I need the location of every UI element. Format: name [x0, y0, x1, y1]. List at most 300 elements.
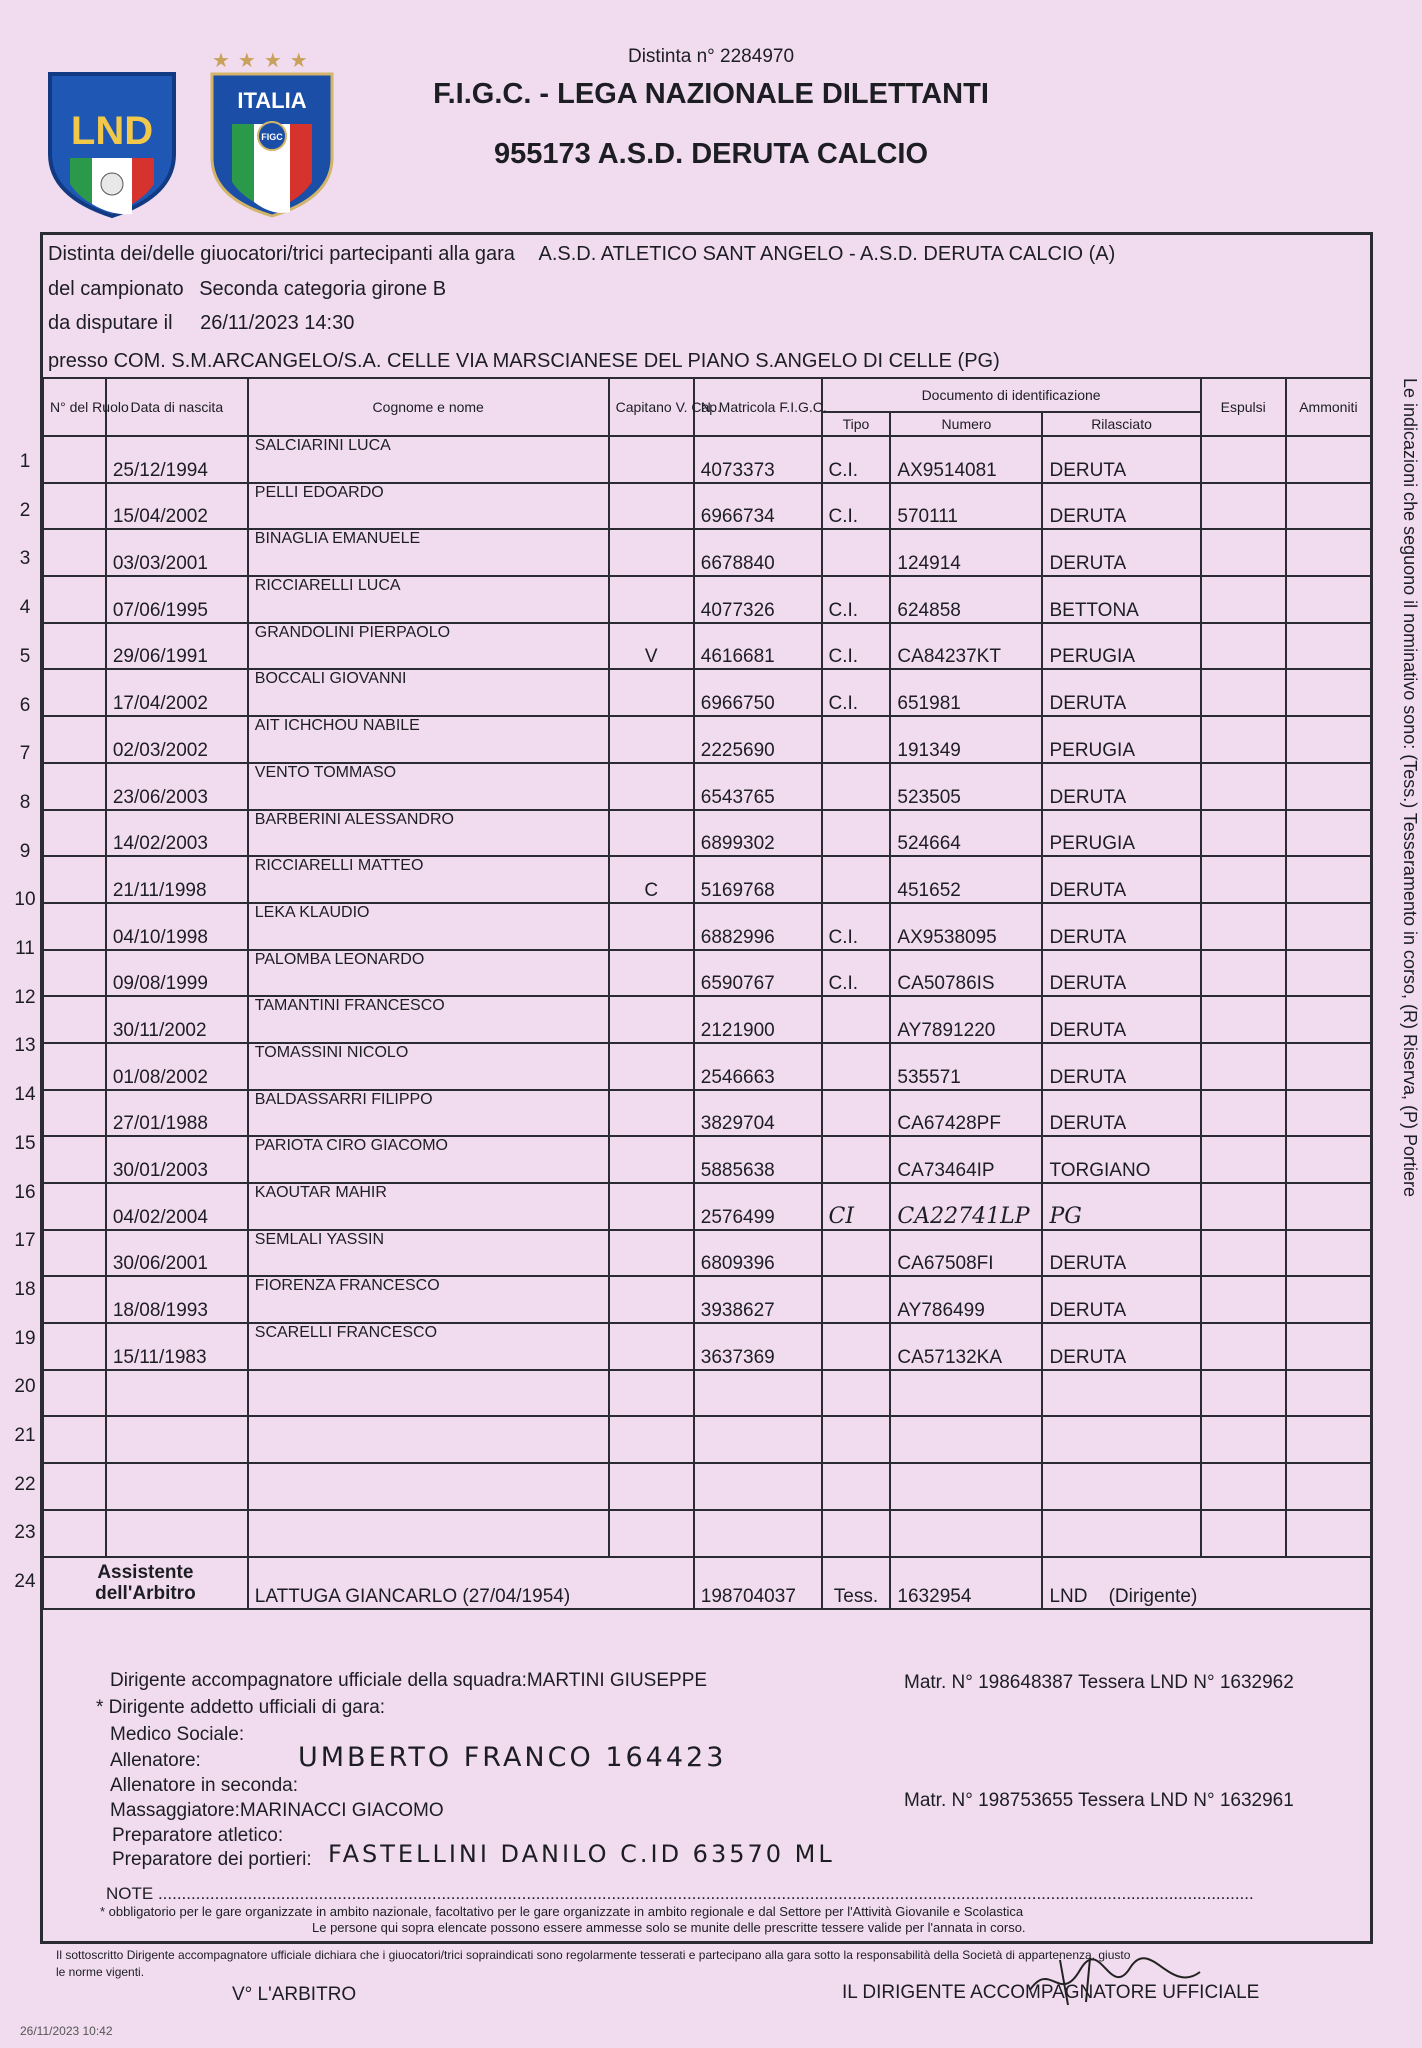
- player-espulsi-cell: [1201, 1370, 1286, 1417]
- player-doc-type: C.I.: [822, 903, 891, 950]
- player-matricola: 4616681: [694, 623, 822, 670]
- player-espulsi-cell: [1201, 1510, 1286, 1557]
- player-doc-issuer: [1042, 1416, 1200, 1463]
- player-row: [43, 436, 1371, 483]
- player-espulsi-cell: [1201, 623, 1286, 670]
- player-ammoniti-cell: [1286, 810, 1371, 857]
- player-ruolo-cell: [43, 1463, 106, 1510]
- player-doc-issuer: PERUGIA: [1042, 623, 1200, 670]
- player-captain: [609, 996, 694, 1043]
- player-doc-issuer: DERUTA: [1042, 436, 1200, 483]
- player-doc-issuer: DERUTA: [1042, 529, 1200, 576]
- player-doc-type: C.I.: [822, 483, 891, 530]
- footer-timestamp: 26/11/2023 10:42: [20, 2024, 113, 2038]
- allenatore-label: Allenatore:: [110, 1750, 201, 1771]
- player-matricola: 3637369: [694, 1323, 822, 1370]
- player-doc-number: 535571: [890, 1043, 1042, 1090]
- player-ammoniti-cell: [1286, 1230, 1371, 1277]
- player-ammoniti-cell: [1286, 903, 1371, 950]
- player-ruolo-cell: [43, 436, 106, 483]
- player-ammoniti-cell: [1286, 1136, 1371, 1183]
- player-espulsi-cell: [1201, 763, 1286, 810]
- lnd-logo-text: LND: [70, 109, 154, 153]
- preparatore-portieri: Preparatore dei portieri:: [112, 1849, 312, 1870]
- col-ruolo: N° del Ruolo: [43, 378, 106, 436]
- row-number: 3: [19, 548, 31, 570]
- player-ruolo-cell: [43, 903, 106, 950]
- player-matricola: 2576499: [694, 1183, 822, 1230]
- player-doc-issuer: [1042, 1510, 1200, 1557]
- player-doc-issuer: BETTONA: [1042, 576, 1200, 623]
- player-doc-issuer: DERUTA: [1042, 856, 1200, 903]
- player-row: [43, 1183, 1371, 1230]
- figc-text: FIGC: [261, 132, 283, 142]
- player-row: [43, 1323, 1371, 1370]
- dirigente-matricola: Matr. N° 198648387 Tessera LND N° 1632962: [904, 1672, 1294, 1693]
- dirigente-gara: * Dirigente addetto ufficiali di gara:: [96, 1697, 386, 1718]
- player-matricola: [694, 1463, 822, 1510]
- player-birthdate: 30/11/2002: [106, 996, 248, 1043]
- player-ruolo-cell: [43, 1090, 106, 1137]
- player-espulsi-cell: [1201, 1276, 1286, 1323]
- player-ruolo-cell: [43, 950, 106, 997]
- player-doc-number: 124914: [890, 529, 1042, 576]
- player-matricola: 3829704: [694, 1090, 822, 1137]
- player-doc-issuer: PG: [1042, 1183, 1200, 1230]
- row-number: 19: [14, 1327, 36, 1349]
- player-espulsi-cell: [1201, 669, 1286, 716]
- row-number: 15: [14, 1132, 36, 1154]
- player-name: GRANDOLINI PIERPAOLO: [248, 623, 609, 670]
- player-espulsi-cell: [1201, 856, 1286, 903]
- player-doc-type: CI: [822, 1183, 891, 1230]
- player-espulsi-cell: [1201, 810, 1286, 857]
- player-name: RICCIARELLI LUCA: [248, 576, 609, 623]
- player-name: SEMLALI YASSIN: [248, 1230, 609, 1277]
- medico-sociale: Medico Sociale:: [110, 1724, 245, 1745]
- player-matricola: 6966750: [694, 669, 822, 716]
- notes-line1: * obbligatorio per le gare organizzate in ambito nazionale, facoltativo per le gare organizzate in ambito regionale e dal Settore per l'Attività Giovanile e Scolastica: [100, 1904, 1024, 1919]
- row-number: 21: [14, 1425, 36, 1446]
- declaration-line2: le norme vigenti.: [56, 1965, 145, 1979]
- player-birthdate: 02/03/2002: [106, 716, 248, 763]
- player-espulsi-cell: [1201, 1230, 1286, 1277]
- col-nome: Cognome e nome: [248, 378, 609, 436]
- player-matricola: [694, 1510, 822, 1557]
- player-doc-type: [822, 716, 891, 763]
- player-doc-type: [822, 996, 891, 1043]
- player-ammoniti-cell: [1286, 1416, 1371, 1463]
- player-birthdate: 03/03/2001: [106, 529, 248, 576]
- player-ammoniti-cell: [1286, 1276, 1371, 1323]
- player-birthdate: 04/10/1998: [106, 903, 248, 950]
- player-captain: [609, 483, 694, 530]
- player-doc-number: CA57132KA: [890, 1323, 1042, 1370]
- player-ammoniti-cell: [1286, 950, 1371, 997]
- player-birthdate: [106, 1370, 248, 1417]
- player-ruolo-cell: [43, 716, 106, 763]
- player-captain: [609, 1136, 694, 1183]
- lnd-logo: [44, 66, 180, 218]
- preparatore-portieri-handwritten: FASTELLINI DANILO C.ID 63570 ML: [328, 1840, 835, 1868]
- player-ruolo-cell: [43, 1183, 106, 1230]
- player-captain: [609, 1370, 694, 1417]
- player-doc-issuer: DERUTA: [1042, 950, 1200, 997]
- player-espulsi-cell: [1201, 1183, 1286, 1230]
- player-birthdate: 04/02/2004: [106, 1183, 248, 1230]
- player-doc-issuer: DERUTA: [1042, 996, 1200, 1043]
- player-captain: C: [609, 856, 694, 903]
- player-doc-number: CA50786IS: [890, 950, 1042, 997]
- player-matricola: 2546663: [694, 1043, 822, 1090]
- declaration-line1: Il sottoscritto Dirigente accompagnatore ufficiale dichiara che i giuocatori/trici sopraindicati sono regolarmente tesserati e partecipano alla gara sotto la responsabilità della Società di appartenenza, giusto: [56, 1948, 1131, 1962]
- player-ammoniti-cell: [1286, 1323, 1371, 1370]
- player-ruolo-cell: [43, 996, 106, 1043]
- player-ruolo-cell: [43, 763, 106, 810]
- col-tipo: Tipo: [822, 412, 891, 436]
- player-doc-number: [890, 1370, 1042, 1417]
- player-birthdate: 30/06/2001: [106, 1230, 248, 1277]
- col-documento: Documento di identificazione: [822, 378, 1201, 412]
- player-espulsi-cell: [1201, 950, 1286, 997]
- player-birthdate: 23/06/2003: [106, 763, 248, 810]
- player-name: BARBERINI ALESSANDRO: [248, 810, 609, 857]
- player-birthdate: 09/08/1999: [106, 950, 248, 997]
- player-doc-number: 624858: [890, 576, 1042, 623]
- player-doc-issuer: DERUTA: [1042, 1230, 1200, 1277]
- player-row: [43, 576, 1371, 623]
- player-row: [43, 1463, 1371, 1510]
- player-doc-number: CA67508FI: [890, 1230, 1042, 1277]
- match-line: [48, 243, 1115, 266]
- player-name: BOCCALI GIOVANNI: [248, 669, 609, 716]
- player-doc-type: [822, 1276, 891, 1323]
- player-ammoniti-cell: [1286, 856, 1371, 903]
- player-doc-number: AY7891220: [890, 996, 1042, 1043]
- side-legend: Le indicazioni che seguono il nominativo sono: (Tess.) Tesseramento in corso, (R) Riserva, (P) Portiere: [1400, 378, 1420, 1198]
- row-number: 11: [15, 938, 35, 959]
- allenatore-seconda: Allenatore in seconda:: [110, 1775, 299, 1796]
- player-row: [43, 1230, 1371, 1277]
- player-name: VENTO TOMMASO: [248, 763, 609, 810]
- notes-label: NOTE ........................................................................................................................................................................................................................................: [106, 1884, 1254, 1903]
- player-row: [43, 716, 1371, 763]
- player-captain: [609, 716, 694, 763]
- player-ammoniti-cell: [1286, 483, 1371, 530]
- player-doc-issuer: DERUTA: [1042, 483, 1200, 530]
- player-doc-number: AX9538095: [890, 903, 1042, 950]
- player-matricola: 2225690: [694, 716, 822, 763]
- player-captain: [609, 1090, 694, 1137]
- player-espulsi-cell: [1201, 1416, 1286, 1463]
- player-birthdate: 14/02/2003: [106, 810, 248, 857]
- player-birthdate: 15/04/2002: [106, 483, 248, 530]
- federation-title: F.I.G.C. - LEGA NAZIONALE DILETTANTI: [433, 78, 989, 110]
- player-ruolo-cell: [43, 1276, 106, 1323]
- player-doc-issuer: PERUGIA: [1042, 716, 1200, 763]
- player-matricola: 6899302: [694, 810, 822, 857]
- player-row: [43, 1136, 1371, 1183]
- player-doc-number: AY786499: [890, 1276, 1042, 1323]
- player-birthdate: 15/11/1983: [106, 1323, 248, 1370]
- player-doc-number: 191349: [890, 716, 1042, 763]
- player-name: RICCIARELLI MATTEO: [248, 856, 609, 903]
- player-espulsi-cell: [1201, 436, 1286, 483]
- player-doc-number: 570111: [890, 483, 1042, 530]
- row-number: 4: [19, 597, 31, 619]
- player-doc-type: [822, 1463, 891, 1510]
- player-doc-issuer: DERUTA: [1042, 1276, 1200, 1323]
- row-number: 6: [19, 694, 31, 716]
- player-name: [248, 1416, 609, 1463]
- player-row: [43, 529, 1371, 576]
- player-doc-type: C.I.: [822, 669, 891, 716]
- allenatore-handwritten: UMBERTO FRANCO 164423: [298, 1742, 727, 1773]
- player-birthdate: 17/04/2002: [106, 669, 248, 716]
- campionato-line: [48, 278, 446, 301]
- row-number: 17: [14, 1230, 36, 1252]
- player-doc-number: CA22741LP: [890, 1183, 1042, 1230]
- player-matricola: [694, 1370, 822, 1417]
- player-row: [43, 856, 1371, 903]
- row-number: 10: [14, 889, 36, 911]
- player-doc-issuer: DERUTA: [1042, 669, 1200, 716]
- col-ammoniti: Ammoniti: [1286, 378, 1371, 436]
- player-ruolo-cell: [43, 576, 106, 623]
- player-ammoniti-cell: [1286, 669, 1371, 716]
- player-ruolo-cell: [43, 1510, 106, 1557]
- player-ruolo-cell: [43, 1230, 106, 1277]
- player-doc-type: C.I.: [822, 576, 891, 623]
- player-row: [43, 996, 1371, 1043]
- player-doc-number: CA84237KT: [890, 623, 1042, 670]
- campionato-label: del campionato: [48, 278, 184, 300]
- assistant-name: LATTUGA GIANCARLO (27/04/1954): [248, 1557, 694, 1609]
- player-name: LEKA KLAUDIO: [248, 903, 609, 950]
- player-birthdate: [106, 1510, 248, 1557]
- row-number: 9: [19, 840, 31, 862]
- player-matricola: 4073373: [694, 436, 822, 483]
- player-espulsi-cell: [1201, 483, 1286, 530]
- player-doc-number: 451652: [890, 856, 1042, 903]
- player-ammoniti-cell: [1286, 716, 1371, 763]
- player-espulsi-cell: [1201, 1090, 1286, 1137]
- assistant-row: [43, 1557, 1371, 1609]
- player-captain: V: [609, 623, 694, 670]
- team-title: 955173 A.S.D. DERUTA CALCIO: [493, 138, 929, 170]
- player-captain: [609, 903, 694, 950]
- player-doc-type: [822, 1510, 891, 1557]
- player-name: AIT ICHCHOU NABILE: [248, 716, 609, 763]
- player-captain: [609, 436, 694, 483]
- player-captain: [609, 1416, 694, 1463]
- player-birthdate: 01/08/2002: [106, 1043, 248, 1090]
- player-doc-issuer: TORGIANO: [1042, 1136, 1200, 1183]
- player-captain: [609, 810, 694, 857]
- player-ammoniti-cell: [1286, 529, 1371, 576]
- player-doc-number: [890, 1463, 1042, 1510]
- player-doc-issuer: DERUTA: [1042, 1043, 1200, 1090]
- player-name: TAMANTINI FRANCESCO: [248, 996, 609, 1043]
- assistant-matricola: 198704037: [694, 1557, 822, 1609]
- row-number: 22: [14, 1473, 36, 1495]
- massaggiatore: Massaggiatore:MARINACCI GIACOMO: [110, 1800, 444, 1821]
- player-name: BALDASSARRI FILIPPO: [248, 1090, 609, 1137]
- player-row: [43, 903, 1371, 950]
- player-birthdate: [106, 1463, 248, 1510]
- match-date: 26/11/2023 14:30: [200, 312, 355, 334]
- player-name: PELLI EDOARDO: [248, 483, 609, 530]
- row-number: 2: [19, 499, 31, 521]
- player-captain: [609, 1323, 694, 1370]
- player-doc-issuer: DERUTA: [1042, 903, 1200, 950]
- player-doc-type: [822, 1136, 891, 1183]
- col-capitano: Capitano V. Cap.: [609, 378, 694, 436]
- players-table: [42, 377, 1372, 1610]
- player-name: [248, 1463, 609, 1510]
- stars-icon: ★★★★: [212, 50, 316, 72]
- player-espulsi-cell: [1201, 903, 1286, 950]
- dirigente-accompagnatore: Dirigente accompagnatore ufficiale della squadra:MARTINI GIUSEPPE: [110, 1670, 708, 1691]
- player-ammoniti-cell: [1286, 1183, 1371, 1230]
- player-matricola: 6882996: [694, 903, 822, 950]
- player-espulsi-cell: [1201, 576, 1286, 623]
- dirigente-signature-label: IL DIRIGENTE ACCOMPAGNATORE UFFICIALE: [842, 1982, 1260, 2003]
- player-doc-number: CA73464IP: [890, 1136, 1042, 1183]
- row-number: 24: [14, 1571, 36, 1593]
- row-number: 12: [14, 986, 36, 1008]
- player-matricola: 6590767: [694, 950, 822, 997]
- assistant-label: Assistente dell'Arbitro: [43, 1557, 248, 1609]
- player-matricola: 3938627: [694, 1276, 822, 1323]
- row-number: 13: [14, 1035, 36, 1057]
- player-matricola: 6543765: [694, 763, 822, 810]
- assistant-tipo: Tess.: [822, 1557, 891, 1609]
- player-birthdate: [106, 1416, 248, 1463]
- player-row: [43, 623, 1371, 670]
- player-doc-type: [822, 810, 891, 857]
- player-doc-number: [890, 1416, 1042, 1463]
- distinta-number: Distinta n° 2284970: [627, 46, 795, 67]
- player-captain: [609, 1183, 694, 1230]
- player-doc-type: [822, 529, 891, 576]
- player-matricola: 6809396: [694, 1230, 822, 1277]
- player-captain: [609, 669, 694, 716]
- player-ammoniti-cell: [1286, 1370, 1371, 1417]
- player-name: SCARELLI FRANCESCO: [248, 1323, 609, 1370]
- player-birthdate: 21/11/1998: [106, 856, 248, 903]
- italia-text: ITALIA: [237, 88, 307, 113]
- player-ruolo-cell: [43, 669, 106, 716]
- player-captain: [609, 1230, 694, 1277]
- player-ammoniti-cell: [1286, 763, 1371, 810]
- player-ruolo-cell: [43, 1416, 106, 1463]
- player-matricola: 5885638: [694, 1136, 822, 1183]
- notes-line2: Le persone qui sopra elencate possono essere ammesse solo se munite delle prescritte tessere valide per l'annata in corso.: [312, 1920, 1026, 1935]
- player-doc-number: AX9514081: [890, 436, 1042, 483]
- row-number: 23: [14, 1522, 36, 1544]
- player-doc-type: [822, 856, 891, 903]
- row-number: 7: [19, 743, 31, 765]
- player-doc-type: C.I.: [822, 950, 891, 997]
- player-ruolo-cell: [43, 1323, 106, 1370]
- player-birthdate: 18/08/1993: [106, 1276, 248, 1323]
- player-ruolo-cell: [43, 1370, 106, 1417]
- player-doc-number: [890, 1510, 1042, 1557]
- player-row: [43, 669, 1371, 716]
- player-doc-type: [822, 1323, 891, 1370]
- player-doc-type: [822, 1416, 891, 1463]
- player-doc-issuer: [1042, 1463, 1200, 1510]
- player-name: [248, 1370, 609, 1417]
- player-doc-type: [822, 763, 891, 810]
- col-matricola: N. Matricola F.I.G.C.: [694, 378, 822, 436]
- player-matricola: 6678840: [694, 529, 822, 576]
- signature-scribble: [1020, 1950, 1210, 2010]
- player-row: [43, 1276, 1371, 1323]
- player-birthdate: 25/12/1994: [106, 436, 248, 483]
- player-birthdate: 30/01/2003: [106, 1136, 248, 1183]
- player-row: [43, 1043, 1371, 1090]
- player-doc-type: [822, 1230, 891, 1277]
- col-espulsi: Espulsi: [1201, 378, 1286, 436]
- player-espulsi-cell: [1201, 1136, 1286, 1183]
- player-name: [248, 1510, 609, 1557]
- col-numero: Numero: [890, 412, 1042, 436]
- row-number: 5: [19, 645, 31, 667]
- player-ruolo-cell: [43, 1043, 106, 1090]
- player-name: KAOUTAR MAHIR: [248, 1183, 609, 1230]
- row-number: 14: [14, 1084, 36, 1106]
- player-espulsi-cell: [1201, 1043, 1286, 1090]
- player-ruolo-cell: [43, 483, 106, 530]
- player-row: [43, 483, 1371, 530]
- preparatore-atletico: Preparatore atletico:: [112, 1825, 284, 1846]
- player-doc-number: 524664: [890, 810, 1042, 857]
- date-line: [48, 312, 354, 335]
- player-row: [43, 810, 1371, 857]
- player-espulsi-cell: [1201, 996, 1286, 1043]
- player-ammoniti-cell: [1286, 436, 1371, 483]
- player-espulsi-cell: [1201, 1463, 1286, 1510]
- player-doc-issuer: [1042, 1370, 1200, 1417]
- arbitro-signature-label: V° L'ARBITRO: [232, 1984, 357, 2005]
- player-row: [43, 763, 1371, 810]
- player-doc-issuer: PERUGIA: [1042, 810, 1200, 857]
- assistant-numero: 1632954: [890, 1557, 1042, 1609]
- player-captain: [609, 1510, 694, 1557]
- player-captain: [609, 1276, 694, 1323]
- player-birthdate: 27/01/1988: [106, 1090, 248, 1137]
- player-doc-type: C.I.: [822, 436, 891, 483]
- player-ammoniti-cell: [1286, 1463, 1371, 1510]
- player-name: TOMASSINI NICOLO: [248, 1043, 609, 1090]
- player-doc-type: C.I.: [822, 623, 891, 670]
- player-name: FIORENZA FRANCESCO: [248, 1276, 609, 1323]
- player-ammoniti-cell: [1286, 1090, 1371, 1137]
- player-ammoniti-cell: [1286, 996, 1371, 1043]
- player-name: PALOMBA LEONARDO: [248, 950, 609, 997]
- player-ruolo-cell: [43, 1136, 106, 1183]
- player-ruolo-cell: [43, 529, 106, 576]
- player-captain: [609, 576, 694, 623]
- player-birthdate: 29/06/1991: [106, 623, 248, 670]
- player-ammoniti-cell: [1286, 623, 1371, 670]
- player-ruolo-cell: [43, 810, 106, 857]
- player-captain: [609, 529, 694, 576]
- player-doc-number: 523505: [890, 763, 1042, 810]
- player-doc-type: [822, 1043, 891, 1090]
